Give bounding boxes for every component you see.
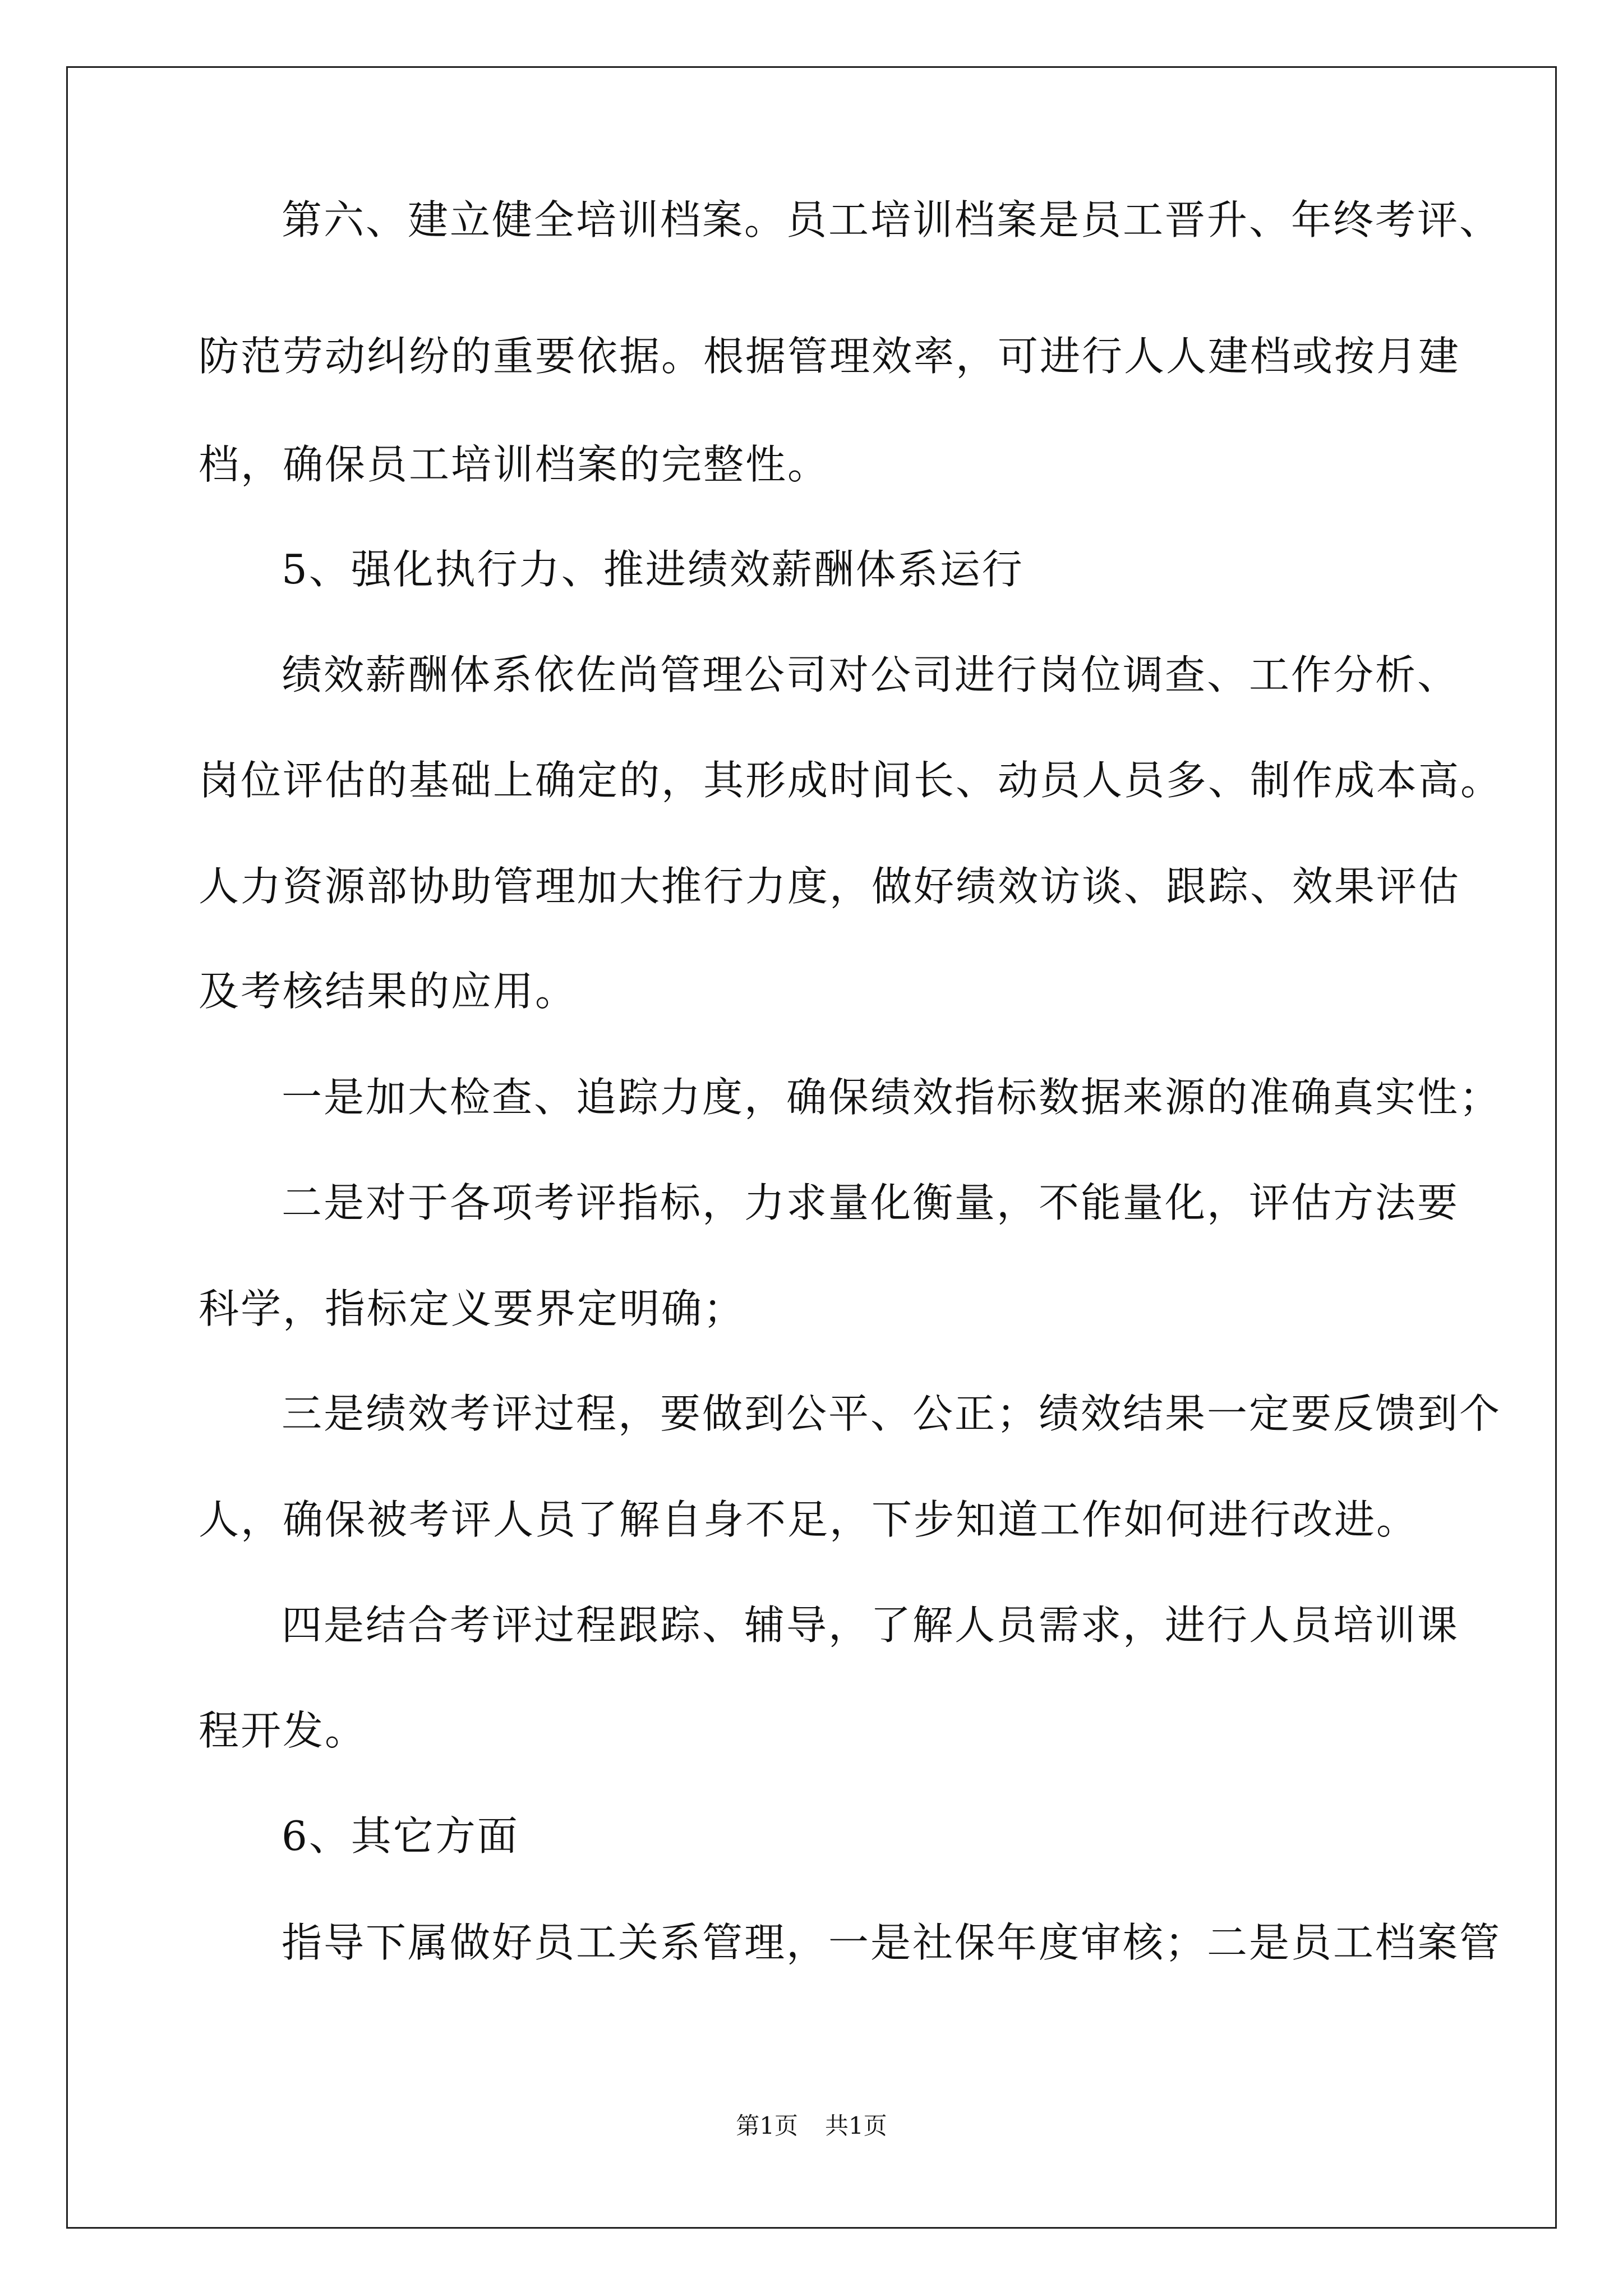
item-2-line-1: 二是对于各项考评指标，力求量化衡量，不能量化，评估方法要 xyxy=(282,1179,1460,1226)
paragraph-2-line-1: 绩效薪酬体系依佐尚管理公司对公司进行岗位调查、工作分析、 xyxy=(282,651,1460,698)
section-heading-6: 6、其它方面 xyxy=(282,1812,519,1860)
item-4-line-1: 四是结合考评过程跟踪、辅导，了解人员需求，进行人员培训课 xyxy=(282,1602,1460,1649)
item-1-line-1: 一是加大检查、追踪力度，确保绩效指标数据来源的准确真实性； xyxy=(282,1074,1502,1121)
paragraph-3-line-1: 指导下属做好员工关系管理，一是社保年度审核；二是员工档案管 xyxy=(282,1919,1502,1966)
page-total: 共1页 xyxy=(825,2112,887,2139)
paragraph-2-line-3: 人力资源部协助管理加大推行力度，做好绩效访谈、跟踪、效果评估 xyxy=(199,863,1461,910)
paragraph-1-line-1: 第六、建立健全培训档案。员工培训档案是员工晋升、年终考评、 xyxy=(282,196,1502,243)
paragraph-2-line-4: 及考核结果的应用。 xyxy=(199,968,578,1015)
page-number: 第1页 xyxy=(736,2112,798,2139)
paragraph-2-line-2: 岗位评估的基础上确定的，其形成时间长、动员人员多、制作成本高。 xyxy=(199,757,1503,804)
paragraph-1-line-2: 防范劳动纠纷的重要依据。根据管理效率，可进行人人建档或按月建 xyxy=(199,333,1461,380)
item-2-line-2: 科学，指标定义要界定明确； xyxy=(199,1285,746,1332)
section-heading-5: 5、强化执行力、推进绩效薪酬体系运行 xyxy=(282,546,1024,593)
item-4-line-2: 程开发。 xyxy=(199,1707,367,1754)
paragraph-1-line-3: 档，确保员工培训档案的完整性。 xyxy=(199,441,830,488)
item-3-line-1: 三是绩效考评过程，要做到公平、公正；绩效结果一定要反馈到个 xyxy=(282,1390,1502,1437)
item-3-line-2: 人，确保被考评人员了解自身不足，下步知道工作如何进行改进。 xyxy=(199,1496,1419,1543)
page-footer xyxy=(0,2110,1623,2142)
